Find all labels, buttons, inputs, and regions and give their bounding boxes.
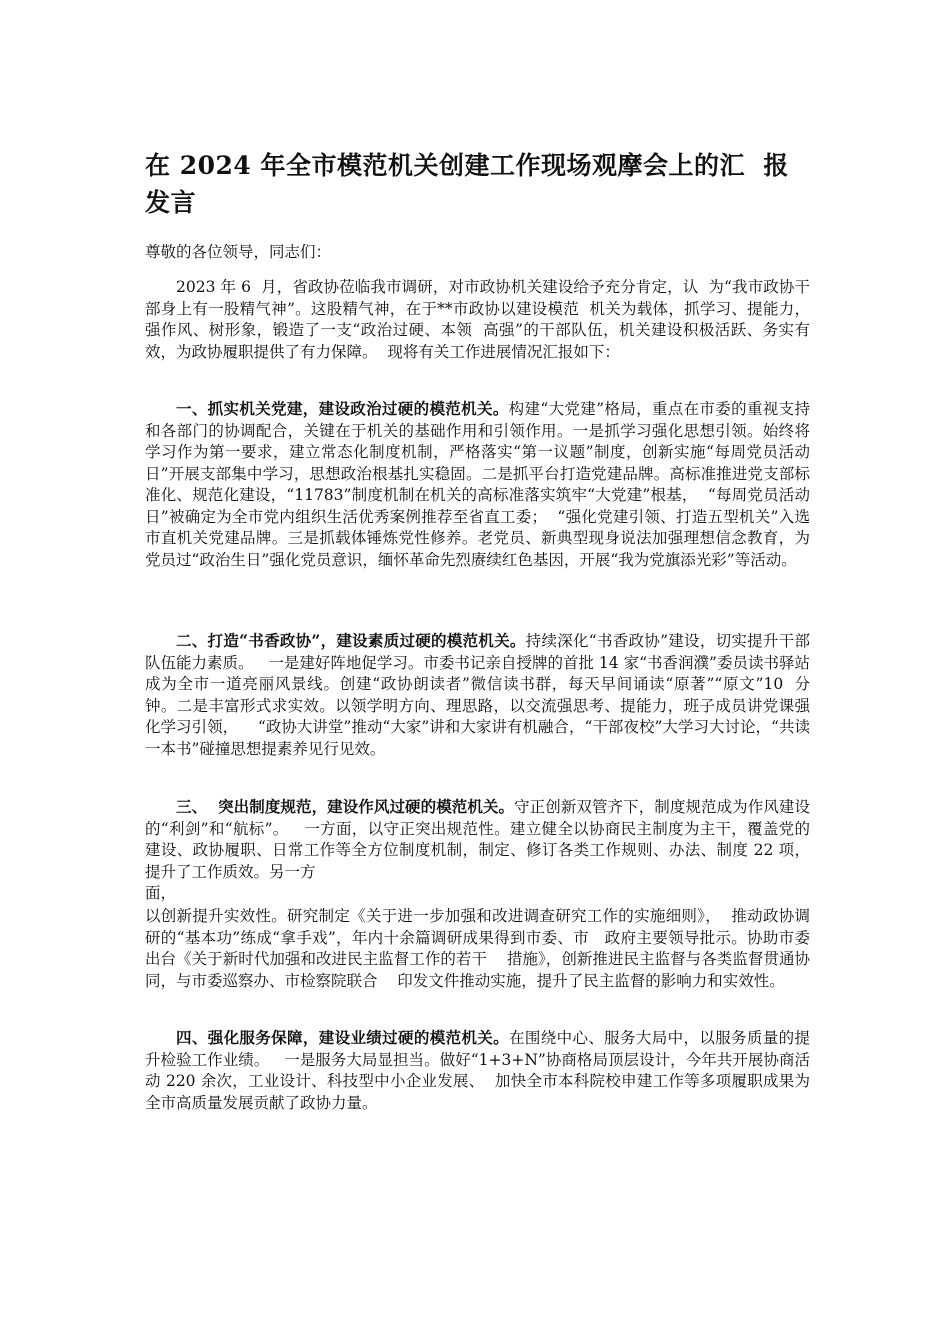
document-title: 在 2024 年全市模范机关创建工作现场观摩会上的汇 报发言 bbox=[145, 151, 789, 217]
section-1-paragraph bbox=[145, 398, 810, 571]
section-3-heading: 三、 突出制度规范，建设作风过硬的模范机关。 bbox=[176, 797, 515, 816]
section-4-text: 在围绕中心、服务大局中，以服务质量的提升检验工作业绩。 一是服务大局显担当。做好“1+3+N”协商格局顶层设计，今年共开展协商活动 220 余次，工业设计、科技型中小企业发展、 加快全市本科院校申建工作等多项履职成果为全市高质量发展贡献了政协力量。 bbox=[145, 1029, 810, 1112]
section-1-text: 构建“大党建”格局，重点在市委的重视支持和各部门的协调配合，关键在于机关的基础作用和引领作用。一是抓学习强化思想引领。始终将学习作为第一要求，建立常态化制度机制，严格落实“第一议题”制度，创新实施“每周党员活动日”开展支部集中学习，思想政治根基扎实稳固。二是抓平台打造党建品牌。高标准推进党支部标准化、规范化建设，“11783”制度机制在机关的高标准落实筑牢“大党建”根基， “每周党员活动日”被确定为全市党内组织生活优秀案例推荐至省直工委； “强化党建引领、打造五型机关”入选市直机关党建品牌。三是抓载体锤炼党性修养。老党员、新典型现身说法加强理想信念教育，为党员过“政治生日”强化党员意识，缅怀革命先烈赓续红色基因，开展“我为党旗添光彩”等活动。 bbox=[145, 400, 810, 569]
section-4-paragraph bbox=[145, 1027, 810, 1114]
section-2-heading: 二、打造“书香政协”，建设素质过硬的模范机关。 bbox=[176, 631, 526, 650]
intro-paragraph: 2023 年 6 月，省政协莅临我市调研，对市政协机关建设给予充分肯定，认 为“我市政协干部身上有一股精气神”。这股精气神，在于**市政协以建设模范 机关为载体，抓学习、提能力，强作风、树形象，锻造了一支“政治过硬、本领 高强”的干部队伍，机关建设积极活跃、务实有效，为政协履职提供了有力保障。 现将有关工作进展情况汇报如下： bbox=[145, 278, 810, 361]
section-4-heading: 四、强化服务保障，建设业绩过硬的模范机关。 bbox=[176, 1028, 510, 1047]
section-2-text: 持续深化“书香政协”建设，切实提升干部队伍能力素质。 一是建好阵地促学习。市委书记亲自授牌的首批 14 家“书香润濮”委员读书驿站成为全市一道亮丽风景线。创建“政协朗读者”微信读书群，每天早间诵读“原著”“原文”10 分钟。二是丰富形式求实效。以领学明方向、理思路，以交流强思考、提能力，班子成员讲党课强化学习引领， “政协大讲堂”推动“大家”讲和大家讲有机融合，“干部夜校”大学习大讨论，“共读一本书”碰撞思想提素养见行见效。 bbox=[145, 632, 810, 758]
section-3-continuation: 以创新提升实效性。研究制定《关于进一步加强和改进调查研究工作的实施细则》， 推动政协调研的“基本功”练成“拿手戏”，年内十余篇调研成果得到市委、市 政府主要领导批示。协助市委出台《关于新时代加强和改进民主监督工作的若干 措施》，创新推进民主监督与各类监督贯通协同，与市委巡察办、市检察院联合 印发文件推动实施，提升了民主监督的影响力和实效性。 bbox=[145, 907, 810, 990]
section-1-heading: 一、抓实机关党建，建设政治过硬的模范机关。 bbox=[176, 399, 509, 418]
section-3-text: 守正创新双管齐下，制度规范成为作风建设的“利剑”和“航标”。 一方面，以守正突出规范性。建立健全以协商民主制度为主干，覆盖党的建设、政协履职、日常工作等全方位制度机制，制定、修订各类工作规则、办法、制度 22 项，提升了工作质效。另一方 面， bbox=[145, 798, 810, 902]
salutation: 尊敬的各位领导，同志们： bbox=[145, 243, 332, 261]
section-3-paragraph bbox=[145, 796, 810, 905]
section-2-paragraph bbox=[145, 630, 810, 760]
